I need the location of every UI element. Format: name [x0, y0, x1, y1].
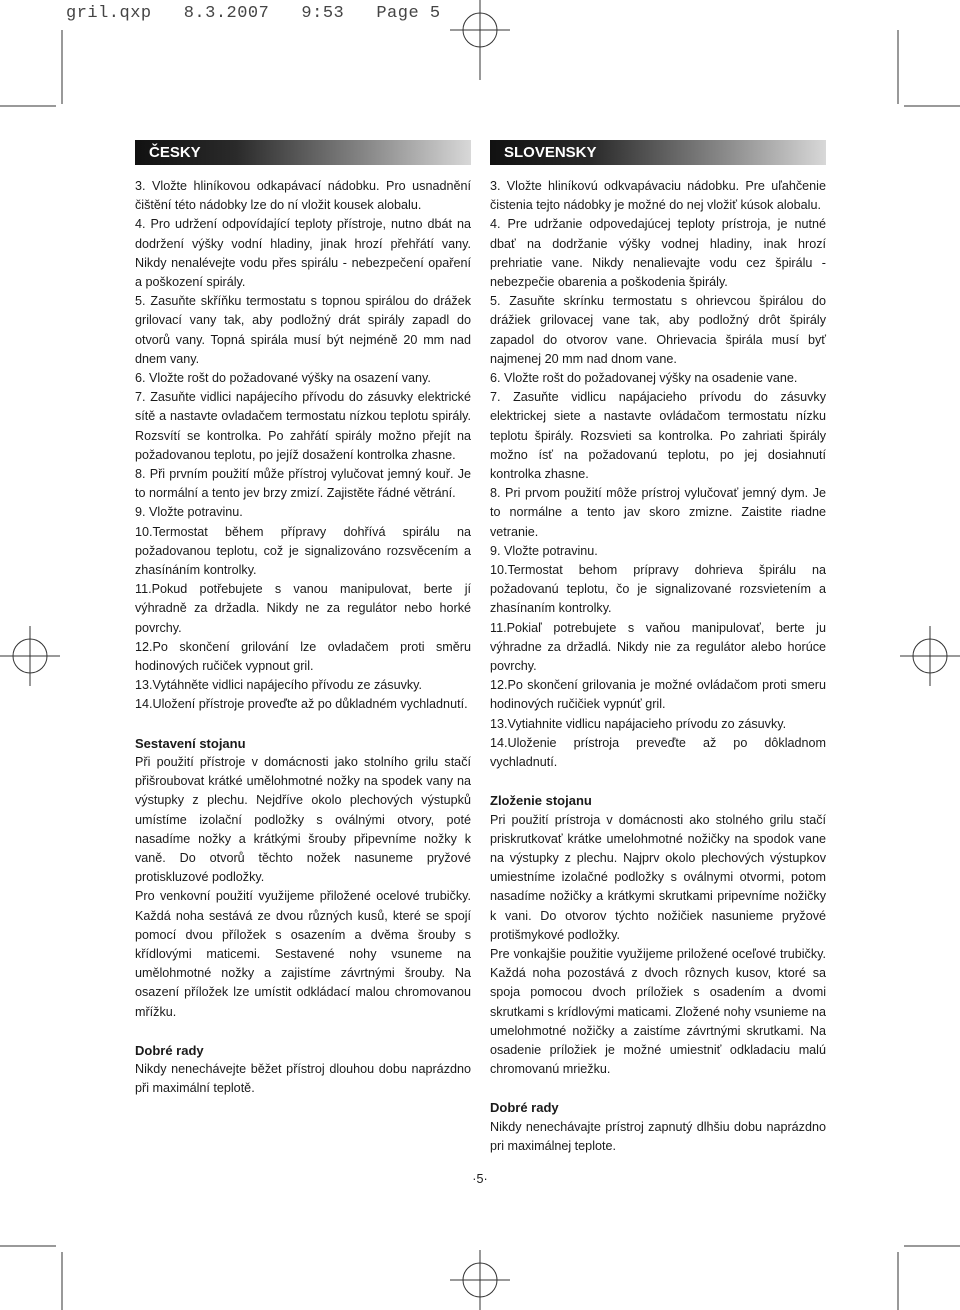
instruction-paragraph: 9. Vložte potravinu. — [135, 505, 243, 520]
crop-marks-top-right — [870, 0, 960, 110]
assembly-paragraph: Pri použití prístroja v domácnosti ako stolného grilu stačí priskrutkovať krátke umelohmotné nožičky na spodok vane na výstupky z plechu. Najprv okolo plechových výstupkov umiestníme izolačné podložky s oválnymi otvormi, potom nasadíme nožičky a krátkymi skrutkami pripevníme nožičky k vani. Do otvorov týchto nožičiek nasunieme pryžové protišmykové podložky. — [490, 812, 826, 942]
instruction-paragraph: 12.Po skončení grilování lze ovladačem proti směru hodinových ručiček vypnout gril. — [135, 639, 471, 674]
instruction-paragraph: 5. Zasuňte skrínku termostatu s ohrievcou špirálou do drážiek grilovacej vane tak, aby podložný drôt špirály zapadol do otvorov vane. Ohrievacia špirála musí byť najmenej 20 mm nad dnom vane. — [490, 294, 826, 366]
crop-marks-bottom-right — [870, 1200, 960, 1310]
assembly-section — [135, 734, 471, 1022]
crop-marks-bottom-left — [0, 1200, 90, 1310]
assembly-paragraph: Pre vonkajšie použitie využijeme priložené oceľové trubičky. Každá noha pozostává z dvoch rôznych kusov, ktoré sa spoja pomocou dvoch príložiek s osadením a dvomi skrutkami s krídlovými maticami. Zložené nohy vsunieme na umelohmotné nožičky a zaistíme závrtnými skrutkami. Na osadenie príložiek je možné umiestniť odkladaciu malú chromovanú mriežku. — [490, 946, 826, 1077]
instruction-paragraph: 8. Pri prvom použití môže prístroj vylučovať jemný dym. Je to normálne a tento jav skoro zmizne. Zaistite riadne vetranie. — [490, 486, 826, 539]
instruction-paragraph: 6. Vložte rošt do požadované výšky na osazení vany. — [135, 371, 431, 386]
tips-section — [135, 1041, 471, 1099]
instruction-paragraph: 14.Uložení přístroje proveďte až po důkladném vychladnutí. — [135, 697, 468, 712]
registration-mark-bottom — [450, 1250, 510, 1310]
tips-paragraph: Nikdy nenechávejte běžet přístroj dlouhou dobu naprázdno při maximální teplotě. — [135, 1061, 471, 1096]
instruction-paragraph: 10.Termostat během přípravy dohřívá spirálu na požadovanou teplotu, což je signalizováno rozsvěcením a zhasínáním kontrolky. — [135, 524, 471, 578]
instruction-paragraph: 11.Pokud potřebujete s vanou manipulovat, berte jí výhradně za držadla. Nikdy ne za regulátor nebo horké povrchy. — [135, 582, 471, 635]
czech-column — [135, 140, 471, 1098]
assembly-heading: Zloženie stojanu — [490, 793, 592, 809]
instruction-paragraph: 4. Pro udržení odpovídající teploty přístroje, nutno dbát na dodržení výšky vodní hladiny, jinak hrozí přehřátí vany. Nikdy nenalévejte vodu přes spirálu - nebezpečení opaření a poškození spirály. — [135, 217, 471, 290]
instruction-paragraph: 3. Vložte hliníkovou odkapávací nádobku. Pro usnadnění čištění této nádobky lze do ní vložit kousek alobalu. — [135, 179, 471, 213]
czech-section-header: ČESKY — [135, 140, 471, 165]
assembly-paragraph: Pro venkovní použití využijeme přiložené ocelové trubičky. Každá noha sestává ze dvou různých kusů, které se spojí pomocí dvou příložek s osazením a dvěma šrouby s křídlovými maticemi. Sestavené nohy vsuneme na umělohmotné nožky a zajistíme závrtnými šrouby. Na osazení příložek lze umístit odkládací malou chromovanou mřížku. — [135, 889, 471, 1019]
assembly-heading: Sestavení stojanu — [135, 735, 246, 751]
instruction-paragraph: 6. Vložte rošt do požadovanej výšky na osadenie vane. — [490, 371, 798, 386]
page-number: ·5· — [472, 1172, 488, 1186]
tips-paragraph: Nikdy nenechávajte prístroj zapnutý dlhšiu dobu naprázdno pri maximálnej teplote. — [490, 1119, 826, 1153]
instruction-paragraph: 13.Vytiahnite vidlicu napájacieho prívodu zo zásuvky. — [490, 716, 787, 731]
instruction-paragraph: 10.Termostat behom prípravy dohrieva špirálu na požadovanú teplotu, čo je signalizované rozsvietením a zhasínaním kontrolky. — [490, 563, 826, 616]
instruction-paragraph: 5. Zasuňte skříňku termostatu s topnou spirálou do drážek grilovací vany tak, aby podložný drát spirály zapadl do otvorů vany. Topná spirála musí být nejméně 20 mm nad dnem vany. — [135, 294, 471, 366]
print-slug-line: gril.qxp 8.3.2007 9:53 Page 5 — [66, 4, 441, 23]
instruction-paragraph: 11.Pokiaľ potrebujete s vaňou manipulovať, berte ju výhradne za držadlá. Nikdy nie za regulátor alebo horúce povrchy. — [490, 620, 826, 674]
registration-mark-left — [0, 626, 60, 686]
crop-marks-top-left — [0, 0, 90, 110]
assembly-paragraph: Při použití přístroje v domácnosti jako stolního grilu stačí přišroubovat krátké umělohmotné nožky na spodek vany na výstupky z plechu. Nejdříve okolo plechových výstupků umístíme izolační podložky s oválnými otvory, poté nasadíme nožky a krátkými šrouby připevníme nožky k vaně. Do otvorů těchto nožek nasuneme pryžové protiskluzové podložky. — [135, 754, 471, 885]
instruction-paragraph: 14.Uloženie prístroja preveďte až po dôkladnom vychladnutí. — [490, 735, 826, 770]
registration-mark-right — [900, 626, 960, 686]
instruction-paragraph: 13.Vytáhněte vidlici napájecího přívodu ze zásuvky. — [135, 678, 423, 693]
slovak-column — [490, 140, 826, 1156]
assembly-section — [490, 791, 826, 1079]
instruction-paragraph: 7. Zasuňte vidlicu napájacieho prívodu do zásuvky elektrickej siete a nastavte ovládačom termostatu nízku teplotu špirály. Rozsvieti sa kontrolka. Po zahriati špirály možno ísť na požadovanú teplotu, po jej dosiahnutí kontrolka zhasne. — [490, 390, 826, 482]
instruction-paragraph: 4. Pre udržanie odpovedajúcej teploty prístroja, je nutné dbať na dodržanie výšky vodnej hladiny, inak hrozí prehriatie vane. Nikdy nenalievajte vodu cez špirálu - nebezpečie obarenia a poškodenia špirály. — [490, 217, 826, 290]
instruction-paragraph: 3. Vložte hliníkovú odkvapávaciu nádobku. Pre uľahčenie čistenia tejto nádobky je možné do nej vložiť kúsok alobalu. — [490, 179, 826, 213]
tips-section — [490, 1098, 826, 1156]
slovak-section-header: SLOVENSKY — [490, 140, 826, 165]
tips-heading: Dobré rady — [135, 1042, 204, 1058]
tips-heading: Dobré rady — [490, 1100, 559, 1116]
instruction-paragraph: 12.Po skončení grilovania je možné ovládačom proti smeru hodinových ručičiek vypnúť gril. — [490, 678, 826, 712]
instruction-paragraph: 7. Zasuňte vidlici napájecího přívodu do zásuvky elektrické sítě a nastavte ovladačem termostatu nízkou teplotu spirály. Rozsvítí se kontrolka. Po zahřátí spirály možno přejít na požadovanou teplotu, po jejíž dosažení kontrolka zhasne. — [135, 390, 471, 462]
instruction-paragraph: 9. Vložte potravinu. — [490, 543, 598, 558]
registration-mark-top — [450, 0, 510, 80]
instruction-paragraph: 8. Při prvním použití může přístroj vylučovat jemný kouř. Je to normální a tento jev brzy zmizí. Zajistěte řádné větrání. — [135, 467, 471, 501]
